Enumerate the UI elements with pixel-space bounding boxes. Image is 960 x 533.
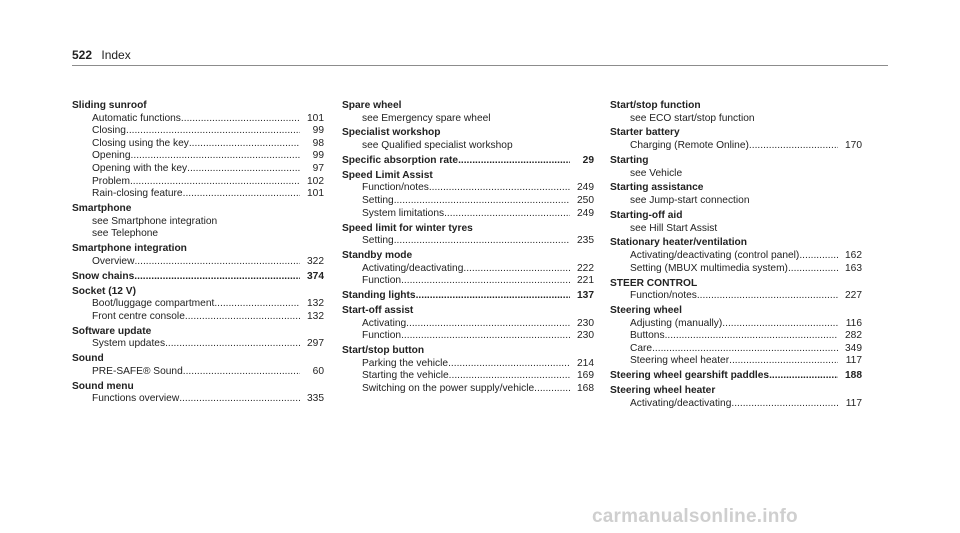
page-reference: 60 [312, 365, 324, 377]
page-reference: 168 [577, 382, 594, 394]
index-subentry [610, 343, 862, 356]
index-heading [342, 305, 594, 318]
index-heading-label: Sound menu [72, 380, 134, 392]
leader-dots [749, 140, 838, 153]
index-subentry-label: Function/notes [630, 290, 697, 302]
leader-dots [444, 208, 570, 221]
leader-dots [214, 298, 300, 311]
leader-dots [406, 318, 570, 331]
index-heading-label: Standing lights [342, 290, 416, 302]
index-heading-label: Smartphone [72, 203, 132, 215]
index-subentry [72, 163, 324, 176]
index-heading-label: Spare wheel [342, 100, 402, 111]
index-heading-label: Specialist workshop [342, 127, 441, 139]
index-subentry [342, 140, 594, 153]
index-subentry [610, 263, 862, 276]
leader-dots [401, 330, 570, 343]
page-reference: 163 [845, 262, 862, 274]
page-reference: 98 [312, 137, 324, 149]
index-heading-label: Sliding sunroof [72, 100, 147, 111]
index-subentry-label: Parking the vehicle [362, 357, 449, 369]
leader-dots [534, 383, 570, 396]
index-entry [342, 223, 594, 248]
index-subentry-label: Problem [92, 175, 130, 187]
index-heading-label: Speed limit for winter tyres [342, 222, 473, 234]
index-subentry [72, 113, 324, 126]
page-reference: 169 [577, 370, 594, 382]
index-heading [342, 345, 594, 358]
index-heading [610, 305, 862, 318]
index-subentry [610, 140, 862, 153]
leader-dots [189, 138, 300, 151]
index-subentry [610, 355, 862, 368]
index-subentry [342, 263, 594, 276]
index-subentry-label: see ECO start/stop function [630, 112, 755, 124]
index-heading-label: Steering wheel [610, 304, 682, 316]
leader-dots [401, 275, 570, 288]
leader-dots [394, 195, 570, 208]
index-heading [72, 286, 324, 299]
index-subentry-label: Activating/deactivating [630, 397, 732, 409]
page-number: 522 [72, 48, 93, 62]
leader-dots [665, 330, 838, 343]
index-heading [342, 250, 594, 263]
index-subentry [72, 393, 324, 406]
index-heading [72, 353, 324, 366]
index-heading [72, 271, 324, 284]
index-column-1 [72, 100, 324, 408]
index-heading [610, 278, 862, 291]
page-reference: 101 [307, 112, 324, 124]
index-subentry-label: Charging (Remote Online) [630, 140, 749, 152]
index-subentry-label: Care [630, 342, 653, 354]
index-subentry-label: Activating/deactivating [362, 262, 464, 274]
index-subentry [342, 208, 594, 221]
page-reference: 29 [582, 154, 594, 166]
index-subentry-label: see Telephone [92, 228, 159, 240]
index-subentry [342, 318, 594, 331]
page-reference: 102 [307, 175, 324, 187]
index-subentry-label: Rain-closing feature [92, 188, 183, 200]
page-reference: 249 [577, 182, 594, 194]
page-reference: 221 [577, 275, 594, 287]
index-subentry [72, 150, 324, 163]
leader-dots [179, 393, 300, 406]
leader-dots [134, 271, 300, 284]
watermark: carmanualsonline.info [592, 506, 798, 527]
index-subentry-label: Adjusting (manually) [630, 317, 723, 329]
index-entry [72, 100, 324, 201]
page-reference: 349 [845, 342, 862, 354]
leader-dots [458, 155, 570, 168]
index-heading-label: Socket (12 V) [72, 285, 136, 297]
page-reference: 322 [307, 255, 324, 267]
index-subentry-label: Closing using the key [92, 137, 189, 149]
index-entry [610, 237, 862, 275]
index-heading [610, 210, 862, 223]
index-subentry [610, 318, 862, 331]
index-heading [610, 127, 862, 140]
leader-dots [652, 343, 838, 356]
index-subentry-label: Front centre console [92, 310, 185, 322]
index-subentry [72, 228, 324, 241]
index-entry [72, 203, 324, 241]
leader-dots [463, 263, 570, 276]
index-heading-label: Start/stop function [610, 100, 701, 111]
index-subentry [72, 188, 324, 201]
index-subentry [342, 358, 594, 371]
index-entry [342, 127, 594, 152]
index-subentry [72, 176, 324, 189]
index-entry [72, 243, 324, 268]
index-subentry [342, 275, 594, 288]
index-heading [610, 100, 862, 113]
index-subentry [342, 182, 594, 195]
index-subentry-label: Setting (MBUX multimedia system) [630, 262, 788, 274]
index-subentry-label: Activating [362, 317, 407, 329]
index-entry [72, 326, 324, 351]
page-reference: 335 [307, 393, 324, 405]
index-entry [610, 182, 862, 207]
index-subentry [72, 138, 324, 151]
leader-dots [131, 150, 300, 163]
index-heading-label: Stationary heater/ventilation [610, 237, 747, 249]
index-subentry-label: Closing [92, 125, 126, 137]
index-entry [610, 210, 862, 235]
index-heading-label: Steering wheel gearshift paddles [610, 370, 770, 382]
index-subentry-label: Buttons [630, 330, 665, 342]
page-reference: 162 [845, 250, 862, 262]
page-reference: 297 [307, 338, 324, 350]
index-heading [72, 381, 324, 394]
index-subentry-label: Opening [92, 150, 131, 162]
index-subentry [610, 398, 862, 411]
index-heading [610, 182, 862, 195]
leader-dots [187, 163, 300, 176]
leader-dots [729, 355, 838, 368]
index-entry [610, 155, 862, 180]
leader-dots [181, 113, 300, 126]
page-reference: 132 [307, 298, 324, 310]
index-subentry [610, 330, 862, 343]
leader-dots [165, 338, 300, 351]
index-entry [610, 127, 862, 152]
page-reference: 99 [312, 125, 324, 137]
index-heading-label: Starting [610, 154, 649, 166]
leader-dots [799, 250, 838, 263]
page-reference: 117 [845, 397, 862, 409]
page-reference: 97 [312, 162, 324, 174]
index-subentry [72, 298, 324, 311]
index-entry [342, 345, 594, 395]
index-heading-label: Steering wheel heater [610, 385, 716, 397]
page-reference: 117 [845, 355, 862, 367]
leader-dots [185, 311, 300, 324]
index-subentry-label: Steering wheel heater [630, 355, 730, 367]
index-heading [342, 127, 594, 140]
leader-dots [449, 370, 570, 383]
index-entry [342, 250, 594, 288]
page-reference: 116 [845, 317, 862, 329]
index-heading-label: Snow chains [72, 270, 135, 282]
index-heading [342, 100, 594, 113]
index-subentry [610, 168, 862, 181]
index-heading-label: Speed Limit Assist [342, 169, 433, 181]
index-heading [72, 100, 324, 113]
leader-dots [697, 290, 838, 303]
index-heading [342, 170, 594, 183]
index-heading [72, 203, 324, 216]
index-entry [72, 381, 324, 406]
leader-dots [722, 318, 838, 331]
page-reference: 170 [845, 140, 862, 152]
index-subentry-label: see Jump-start connection [630, 195, 750, 207]
index-column-3 [610, 100, 862, 413]
index-subentry-label: Function [362, 275, 402, 287]
index-subentry-label: Setting [362, 235, 394, 247]
index-subentry-label: Switching on the power supply/vehicle [362, 382, 535, 394]
index-subentry-label: Automatic functions [92, 112, 181, 124]
index-subentry-label: Boot/luggage compartment [92, 298, 215, 310]
leader-dots [448, 358, 570, 371]
page-reference: 230 [577, 330, 594, 342]
leader-dots [429, 182, 570, 195]
index-subentry [610, 250, 862, 263]
index-entry [610, 278, 862, 303]
index-subentry [72, 338, 324, 351]
index-entry [342, 290, 594, 303]
index-heading-label: Smartphone integration [72, 243, 187, 255]
index-subentry [342, 370, 594, 383]
index-subentry [342, 330, 594, 343]
index-subentry-label: Overview [92, 255, 135, 267]
page-reference: 101 [307, 188, 324, 200]
leader-dots [731, 398, 838, 411]
index-subentry [342, 383, 594, 396]
index-heading-label: Starter battery [610, 127, 680, 139]
leader-dots [134, 256, 300, 269]
page-reference: 227 [845, 290, 862, 302]
index-entry [72, 271, 324, 284]
index-subentry-label: Opening with the key [92, 162, 188, 174]
index-subentry-label: see Vehicle [630, 167, 683, 179]
index-heading [610, 385, 862, 398]
index-subentry [342, 113, 594, 126]
index-entry [72, 353, 324, 378]
index-heading [610, 155, 862, 168]
page-reference: 132 [307, 310, 324, 322]
index-heading [610, 370, 862, 383]
index-subentry [342, 195, 594, 208]
leader-dots [788, 263, 838, 276]
page-reference: 249 [577, 207, 594, 219]
page-reference: 99 [312, 150, 324, 162]
index-subentry-label: see Qualified specialist workshop [362, 140, 513, 152]
page-header [72, 48, 131, 62]
index-entry [342, 155, 594, 168]
leader-dots [416, 290, 570, 303]
page-reference: 188 [845, 370, 862, 382]
section-title: Index [101, 48, 131, 62]
index-subentry [72, 311, 324, 324]
index-subentry-label: Setting [362, 195, 394, 207]
page-reference: 214 [577, 357, 594, 369]
page-reference: 222 [577, 262, 594, 274]
leader-dots [394, 235, 570, 248]
index-heading-label: Specific absorption rate [342, 154, 459, 166]
index-subentry-label: Function [362, 330, 402, 342]
index-entry [610, 100, 862, 125]
index-subentry-label: System updates [92, 338, 166, 350]
index-entry [610, 305, 862, 368]
leader-dots [183, 188, 300, 201]
index-subentry-label: Function/notes [362, 182, 429, 194]
index-subentry-label: PRE-SAFE® Sound [92, 365, 183, 377]
index-subentry [342, 235, 594, 248]
index-entry [342, 305, 594, 343]
index-heading-label: Start-off assist [342, 304, 414, 316]
page-reference: 250 [577, 195, 594, 207]
leader-dots [769, 370, 838, 383]
index-entry [342, 100, 594, 125]
page-reference: 230 [577, 317, 594, 329]
index-subentry-label: see Emergency spare wheel [362, 112, 491, 124]
index-subentry-label: Starting the vehicle [362, 370, 449, 382]
index-column-2 [342, 100, 594, 398]
index-subentry-label: Functions overview [92, 393, 180, 405]
index-subentry [72, 125, 324, 138]
page-reference: 282 [845, 330, 862, 342]
index-heading-label: Software update [72, 325, 152, 337]
page-reference: 235 [577, 235, 594, 247]
index-subentry-label: System limitations [362, 207, 445, 219]
index-heading [342, 223, 594, 236]
index-heading-label: STEER CONTROL [610, 277, 698, 289]
index-heading [342, 290, 594, 303]
leader-dots [126, 125, 300, 138]
page-reference: 374 [307, 270, 324, 282]
index-heading-label: Sound [72, 353, 104, 365]
index-subentry [610, 113, 862, 126]
index-subentry [72, 366, 324, 379]
leader-dots [183, 366, 300, 379]
index-heading-label: Start/stop button [342, 345, 425, 357]
index-entry [610, 385, 862, 410]
index-heading-label: Starting assistance [610, 182, 704, 194]
index-heading [72, 326, 324, 339]
index-subentry-label: Activating/deactivating (control panel) [630, 250, 800, 262]
index-heading [610, 237, 862, 250]
index-subentry-label: see Smartphone integration [92, 215, 218, 227]
index-subentry [72, 216, 324, 229]
leader-dots [130, 176, 300, 189]
index-subentry [72, 256, 324, 269]
index-heading [72, 243, 324, 256]
index-entry [342, 170, 594, 220]
index-entry [610, 370, 862, 383]
index-heading [342, 155, 594, 168]
index-subentry [610, 223, 862, 236]
index-subentry-label: see Hill Start Assist [630, 222, 718, 234]
index-subentry [610, 195, 862, 208]
index-subentry [610, 290, 862, 303]
index-entry [72, 286, 324, 324]
header-divider [72, 65, 888, 66]
page-reference: 137 [577, 290, 594, 302]
index-heading-label: Standby mode [342, 250, 413, 262]
index-heading-label: Starting-off aid [610, 209, 683, 221]
